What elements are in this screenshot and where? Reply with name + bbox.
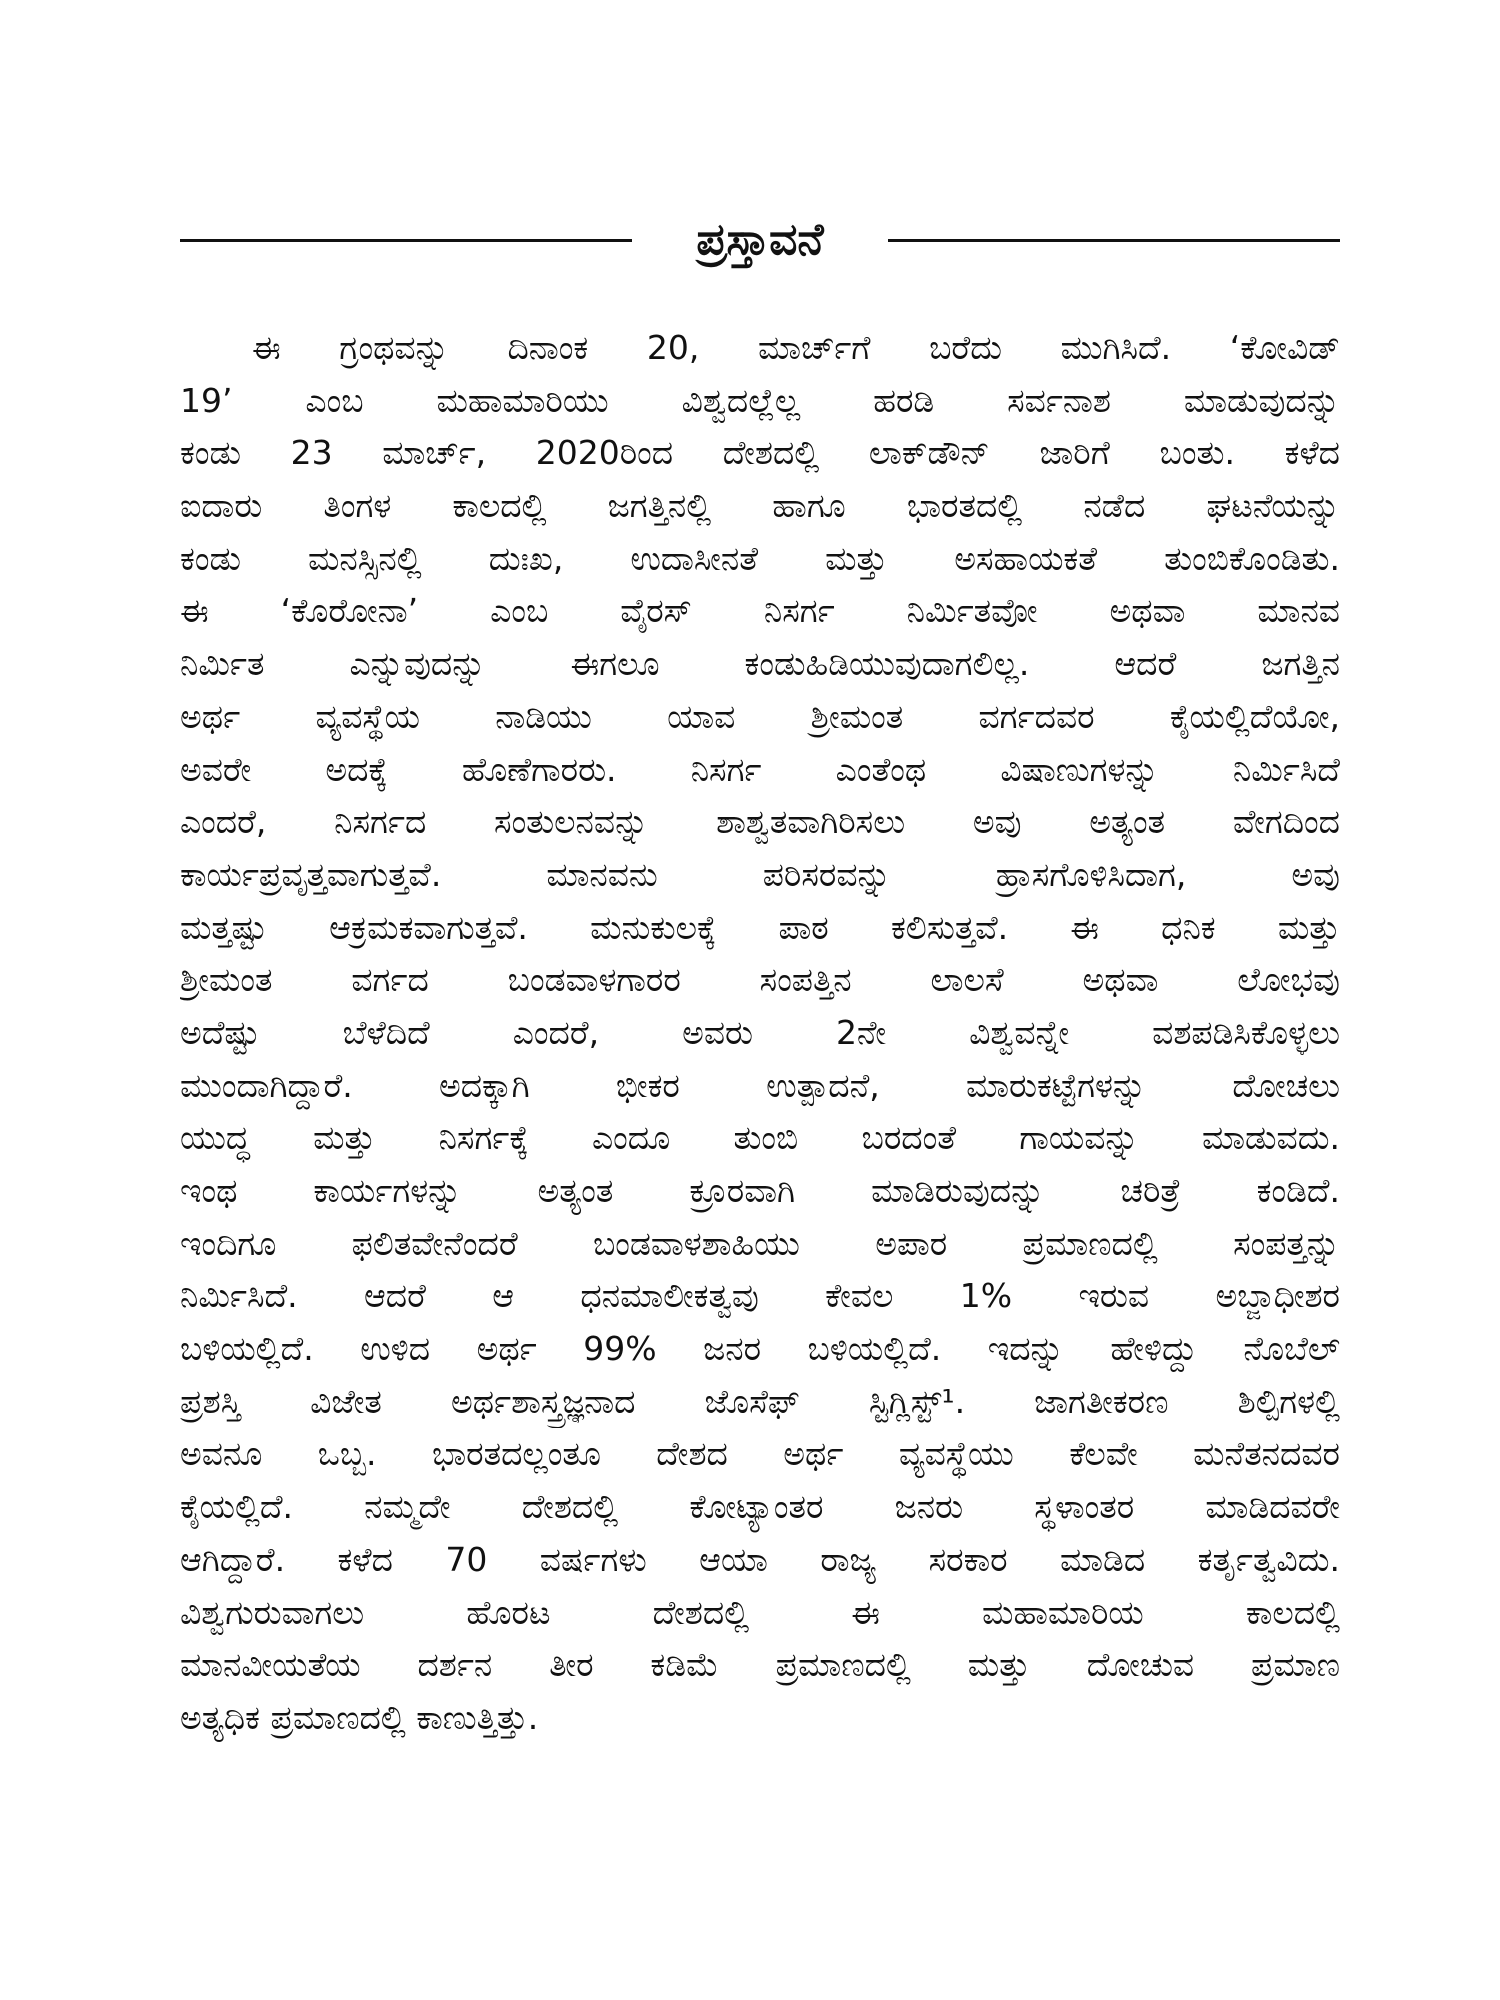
paragraph-line: ಕಂಡು ಮನಸ್ಸಿನಲ್ಲಿ ದುಃಖ, ಉದಾಸೀನತೆ ಮತ್ತು ಅಸಹಾಯಕತೆ ತುಂಬಿಕೊಂಡಿತು. <box>180 538 1340 578</box>
paragraph-line: ಅದೆಷ್ಟು ಬೆಳೆದಿದೆ ಎಂದರೆ, ಅವರು 2ನೇ ವಿಶ್ವವನ್ನೇ ವಶಪಡಿಸಿಕೊಳ್ಳಲು <box>180 1012 1340 1052</box>
paragraph-line: ಅರ್ಥ ವ್ಯವಸ್ಥೆಯ ನಾಡಿಯು ಯಾವ ಶ್ರೀಮಂತ ವರ್ಗದವರ ಕೈಯಲ್ಲಿದೆಯೋ, <box>180 696 1340 736</box>
paragraph-line: ಈ ಗ್ರಂಥವನ್ನು ದಿನಾಂಕ 20, ಮಾರ್ಚ್‌ಗೆ ಬರೆದು ಮುಗಿಸಿದೆ. ‘ಕೋವಿಡ್ <box>252 328 1340 367</box>
paragraph-line: ಕಾರ್ಯಪ್ರವೃತ್ತವಾಗುತ್ತವೆ. ಮಾನವನು ಪರಿಸರವನ್ನು ಹ್ರಾಸಗೊಳಿಸಿದಾಗ, ಅವು <box>180 854 1340 894</box>
paragraph-line: ಐದಾರು ತಿಂಗಳ ಕಾಲದಲ್ಲಿ ಜಗತ್ತಿನಲ್ಲಿ ಹಾಗೂ ಭಾರತದಲ್ಲಿ ನಡೆದ ಘಟನೆಯನ್ನು <box>180 486 1340 526</box>
paragraph-line: 19’ ಎಂಬ ಮಹಾಮಾರಿಯು ವಿಶ್ವದಲ್ಲೆಲ್ಲ ಹರಡಿ ಸರ್ವನಾಶ ಮಾಡುವುದನ್ನು <box>180 380 1340 420</box>
paragraph-line: ನಿರ್ಮಿಸಿದೆ. ಆದರೆ ಆ ಧನಮಾಲೀಕತ್ವವು ಕೇವಲ 1% ಇರುವ ಅಬ್ಜಾಧೀಶರ <box>180 1276 1340 1316</box>
paragraph-line: ಆಗಿದ್ದಾರೆ. ಕಳೆದ 70 ವರ್ಷಗಳು ಆಯಾ ರಾಜ್ಯ ಸರಕಾರ ಮಾಡಿದ ಕರ್ತೃತ್ವವಿದು. <box>180 1539 1340 1579</box>
paragraph-line: ಮಾನವೀಯತೆಯ ದರ್ಶನ ತೀರ ಕಡಿಮೆ ಪ್ರಮಾಣದಲ್ಲಿ ಮತ್ತು ದೋಚುವ ಪ್ರಮಾಣ <box>180 1645 1340 1685</box>
paragraph-line: ಕೈಯಲ್ಲಿದೆ. ನಮ್ಮದೇ ದೇಶದಲ್ಲಿ ಕೋಟ್ಯಾಂತರ ಜನರು ಸ್ಥಳಾಂತರ ಮಾಡಿದವರೇ <box>180 1487 1340 1527</box>
page-title: ಪ್ರಸ್ತಾವನೆ <box>696 214 824 265</box>
heading-rule-left <box>180 239 632 242</box>
paragraph-line: ಶ್ರೀಮಂತ ವರ್ಗದ ಬಂಡವಾಳಗಾರರ ಸಂಪತ್ತಿನ ಲಾಲಸೆ ಅಥವಾ ಲೋಭವು <box>180 960 1340 1000</box>
body-paragraph <box>180 322 1340 1745</box>
paragraph-line: ಅವನೂ ಒಬ್ಬ. ಭಾರತದಲ್ಲಂತೂ ದೇಶದ ಅರ್ಥ ವ್ಯವಸ್ಥೆಯು ಕೆಲವೇ ಮನೆತನದವರ <box>180 1434 1340 1474</box>
paragraph-line: ಯುದ್ಧ ಮತ್ತು ನಿಸರ್ಗಕ್ಕೆ ಎಂದೂ ತುಂಬಿ ಬರದಂತೆ ಗಾಯವನ್ನು ಮಾಡುವದು. <box>180 1118 1340 1158</box>
paragraph-line: ಅವರೇ ಅದಕ್ಕೆ ಹೊಣೆಗಾರರು. ನಿಸರ್ಗ ಎಂತೆಂಥ ವಿಷಾಣುಗಳನ್ನು ನಿರ್ಮಿಸಿದೆ <box>180 749 1340 789</box>
heading-row <box>180 210 1340 270</box>
paragraph-line: ಮತ್ತಷ್ಟು ಆಕ್ರಮಕವಾಗುತ್ತವೆ. ಮನುಕುಲಕ್ಕೆ ಪಾಠ ಕಲಿಸುತ್ತವೆ. ಈ ಧನಿಕ ಮತ್ತು <box>180 907 1340 947</box>
paragraph-line: ವಿಶ್ವಗುರುವಾಗಲು ಹೊರಟ ದೇಶದಲ್ಲಿ ಈ ಮಹಾಮಾರಿಯ ಕಾಲದಲ್ಲಿ <box>180 1592 1340 1632</box>
paragraph-line: ಅತ್ಯಧಿಕ ಪ್ರಮಾಣದಲ್ಲಿ ಕಾಣುತ್ತಿತ್ತು. <box>180 1697 539 1737</box>
paragraph-line: ನಿರ್ಮಿತ ಎನ್ನುವುದನ್ನು ಈಗಲೂ ಕಂಡುಹಿಡಿಯುವುದಾಗಲಿಲ್ಲ. ಆದರೆ ಜಗತ್ತಿನ <box>180 644 1340 684</box>
paragraph-line: ಇಂದಿಗೂ ಫಲಿತವೇನೆಂದರೆ ಬಂಡವಾಳಶಾಹಿಯು ಅಪಾರ ಪ್ರಮಾಣದಲ್ಲಿ ಸಂಪತ್ತನ್ನು <box>180 1223 1340 1263</box>
paragraph-line: ಇಂಥ ಕಾರ್ಯಗಳನ್ನು ಅತ್ಯಂತ ಕ್ರೂರವಾಗಿ ಮಾಡಿರುವುದನ್ನು ಚರಿತ್ರೆ ಕಂಡಿದೆ. <box>180 1171 1340 1210</box>
paragraph-line: ಪ್ರಶಸ್ತಿ ವಿಜೇತ ಅರ್ಥಶಾಸ್ತ್ರಜ್ಞನಾದ ಜೊಸೆಫ್ ಸ್ಟಿಗ್ಲಿಸ್ಟ್¹. ಜಾಗತೀಕರಣ ಶಿಲ್ಪಿಗಳಲ್ಲಿ <box>180 1381 1340 1421</box>
paragraph-line: ಮುಂದಾಗಿದ್ದಾರೆ. ಅದಕ್ಕಾಗಿ ಭೀಕರ ಉತ್ಪಾದನೆ, ಮಾರುಕಟ್ಟೆಗಳನ್ನು ದೋಚಲು <box>180 1065 1340 1105</box>
paragraph-line: ಎಂದರೆ, ನಿಸರ್ಗದ ಸಂತುಲನವನ್ನು ಶಾಶ್ವತವಾಗಿರಿಸಲು ಅವು ಅತ್ಯಂತ ವೇಗದಿಂದ <box>180 802 1340 842</box>
paragraph-line: ಈ ‘ಕೊರೋನಾ’ ಎಂಬ ವೈರಸ್ ನಿಸರ್ಗ ನಿರ್ಮಿತವೋ ಅಥವಾ ಮಾನವ <box>180 591 1340 631</box>
paragraph-line: ಕಂಡು 23 ಮಾರ್ಚ್, 2020ರಿಂದ ದೇಶದಲ್ಲಿ ಲಾಕ್‌ಡೌನ್ ಜಾರಿಗೆ ಬಂತು. ಕಳೆದ <box>180 433 1340 473</box>
heading-rule-right <box>888 239 1340 242</box>
paragraph-line: ಬಳಿಯಲ್ಲಿದೆ. ಉಳಿದ ಅರ್ಥ 99% ಜನರ ಬಳಿಯಲ್ಲಿದೆ. ಇದನ್ನು ಹೇಳಿದ್ದು ನೊಬೆಲ್ <box>180 1329 1340 1369</box>
